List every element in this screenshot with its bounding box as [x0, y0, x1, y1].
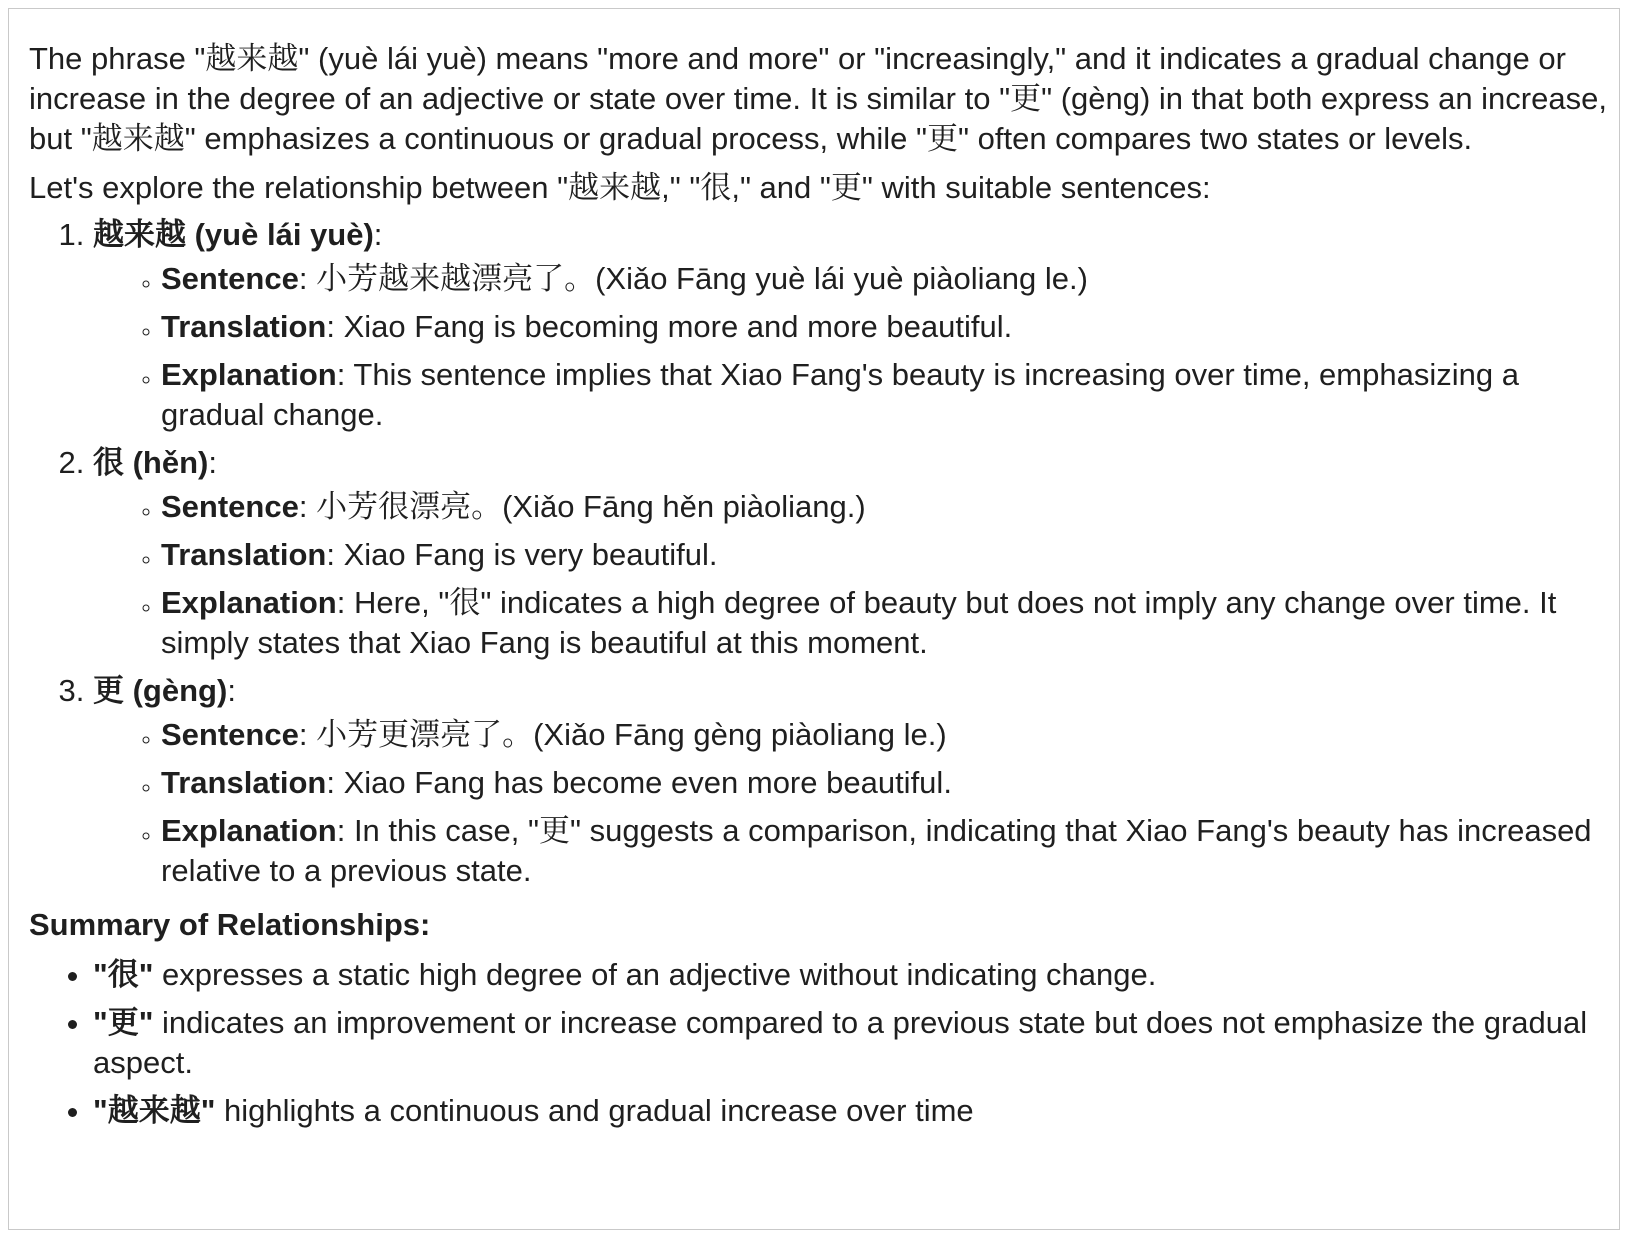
sentence-label: Sentence: [161, 261, 299, 296]
summary-item: [93, 1003, 1609, 1083]
colon: :: [326, 537, 335, 572]
translation-label: Translation: [161, 537, 327, 572]
colon: :: [298, 717, 308, 752]
point-term: 越来越 (yuè lái yuè): [93, 217, 374, 252]
document-content: [29, 23, 1609, 1139]
colon: :: [326, 765, 335, 800]
explanation-item: [161, 583, 1609, 663]
lead-paragraph: Let's explore the relationship between "越来越," "很," and "更" with suitable sentences:: [29, 170, 1211, 205]
explanation-label: Explanation: [161, 585, 337, 620]
point-details: [93, 487, 1609, 663]
colon: :: [336, 357, 346, 392]
sentence-item: [161, 259, 1609, 299]
summary-heading: Summary of Relationships:: [29, 907, 431, 942]
point-term: 很 (hěn): [93, 445, 209, 480]
summary-text: highlights a continuous and gradual increase over time: [215, 1093, 974, 1128]
explanation-text: Here, "很" indicates a high degree of beauty but does not imply any change over time. It simply states that Xiao Fang is beautiful at this moment.: [161, 585, 1557, 660]
translation-text: Xiao Fang has become even more beautiful.: [335, 765, 952, 800]
explanation-text: In this case, "更" suggests a comparison, indicating that Xiao Fang's beauty has increased relative to a previous state.: [161, 813, 1592, 888]
point-details: [93, 259, 1609, 435]
point-item: [93, 443, 1609, 663]
summary-item: [93, 1091, 1609, 1131]
translation-item: [161, 763, 1609, 803]
colon: :: [208, 445, 217, 480]
sentence-text: 小芳很漂亮。(Xiǎo Fāng hěn piàoliang.): [307, 489, 866, 524]
sentence-label: Sentence: [161, 717, 299, 752]
summary-list: [29, 955, 1609, 1131]
point-item: [93, 215, 1609, 435]
points-list: [29, 215, 1609, 891]
sentence-item: [161, 715, 1609, 755]
colon: :: [298, 261, 308, 296]
colon: :: [336, 813, 346, 848]
sentence-text: 小芳越来越漂亮了。(Xiǎo Fāng yuè lái yuè piàoliang le.): [307, 261, 1088, 296]
sentence-text: 小芳更漂亮了。(Xiǎo Fāng gèng piàoliang le.): [307, 717, 947, 752]
explanation-label: Explanation: [161, 813, 337, 848]
translation-label: Translation: [161, 309, 327, 344]
explanation-text: This sentence implies that Xiao Fang's beauty is increasing over time, emphasizing a gradual change.: [161, 357, 1519, 432]
summary-term: "更": [93, 1005, 154, 1040]
colon: :: [336, 585, 346, 620]
colon: :: [227, 673, 236, 708]
translation-item: [161, 307, 1609, 347]
summary-text: expresses a static high degree of an adjective without indicating change.: [153, 957, 1157, 992]
point-details: [93, 715, 1609, 891]
colon: :: [326, 309, 335, 344]
summary-term: "越来越": [93, 1093, 216, 1128]
translation-text: Xiao Fang is becoming more and more beautiful.: [335, 309, 1013, 344]
sentence-label: Sentence: [161, 489, 299, 524]
point-item: [93, 671, 1609, 891]
translation-text: Xiao Fang is very beautiful.: [335, 537, 718, 572]
summary-item: [93, 955, 1609, 995]
point-term: 更 (gèng): [93, 673, 228, 708]
summary-term: "很": [93, 957, 154, 992]
sentence-item: [161, 487, 1609, 527]
colon: :: [373, 217, 383, 252]
explanation-item: [161, 811, 1609, 891]
colon: :: [298, 489, 308, 524]
explanation-item: [161, 355, 1609, 435]
document-frame: [8, 8, 1620, 1230]
intro-paragraph: The phrase "越来越" (yuè lái yuè) means "more and more" or "increasingly," and it indicates a gradual change or increase in the degree of an adjective or state over time. It is similar to "更" (gèng) in that both express an increase, but "越来越" emphasizes a continuous or gradual process, while "更" often compares two states or levels.: [29, 41, 1607, 156]
translation-item: [161, 535, 1609, 575]
summary-text: indicates an improvement or increase compared to a previous state but does not emphasize the gradual aspect.: [93, 1005, 1588, 1080]
translation-label: Translation: [161, 765, 327, 800]
explanation-label: Explanation: [161, 357, 337, 392]
